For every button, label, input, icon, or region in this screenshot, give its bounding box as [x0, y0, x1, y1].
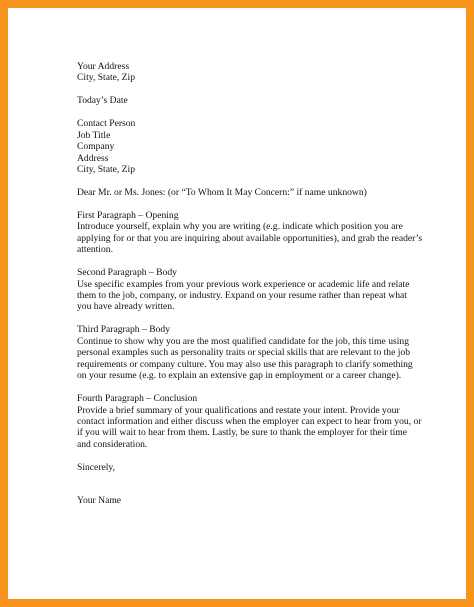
sender-address-line: City, State, Zip	[77, 72, 136, 84]
paragraph-body-1	[77, 267, 447, 313]
paragraph-opening	[77, 210, 447, 256]
cover-letter-body	[77, 61, 447, 507]
letter-page	[8, 8, 466, 599]
paragraph-body-2	[77, 324, 447, 381]
closing-text: Sincerely,	[77, 461, 116, 473]
paragraph-line: Continue to show why you are the most qualified candidate for the job, this time using	[77, 335, 409, 347]
paragraph-heading: Second Paragraph – Body	[77, 267, 177, 279]
paragraph-line: personal examples such as personality traits or special skills that are relevant to the job	[77, 347, 411, 359]
paragraph-line: if you will wait to hear from them. Lastly, be sure to thank the employer for their time	[77, 427, 408, 439]
paragraph-line: Introduce yourself, explain why you are writing (e.g. indicate which position you are	[77, 221, 403, 233]
paragraph-conclusion	[77, 393, 447, 450]
recipient-line: Company	[77, 141, 115, 153]
signature-name: Your Name	[77, 495, 122, 507]
recipient-line: Address	[77, 152, 109, 164]
paragraph-heading: Fourth Paragraph – Conclusion	[77, 393, 198, 405]
signature-space	[77, 473, 447, 495]
paragraph-line: requirements or company culture. You may also use this paragraph to clarify something	[77, 358, 413, 370]
closing	[77, 462, 447, 473]
paragraph-line: you have already written.	[77, 301, 175, 313]
sender-address	[77, 61, 447, 84]
paragraph-line: on your resume (e.g. to explain an extensive gap in employment or a career change).	[77, 370, 402, 382]
salutation-text: Dear Mr. or Ms. Jones: (or “To Whom It May Concern:” if name unknown)	[77, 187, 367, 199]
signature-block	[77, 495, 447, 506]
paragraph-line: attention.	[77, 244, 113, 256]
recipient-address	[77, 118, 447, 175]
paragraph-line: Provide a brief summary of your qualifications and restate your intent. Provide your	[77, 404, 400, 416]
paragraph-line: contact information and either discuss when the employer can expect to hear from you, or	[77, 415, 422, 427]
letter-date	[77, 95, 447, 106]
salutation	[77, 187, 447, 198]
paragraph-line: them to the job, company, or industry. Expand on your resume rather than repeat what	[77, 290, 407, 302]
paragraph-heading: Third Paragraph – Body	[77, 324, 170, 336]
recipient-line: City, State, Zip	[77, 164, 136, 176]
recipient-line: Contact Person	[77, 118, 136, 130]
paragraph-heading: First Paragraph – Opening	[77, 210, 179, 222]
recipient-line: Job Title	[77, 129, 111, 141]
date-text: Today’s Date	[77, 95, 128, 107]
paragraph-line: Use specific examples from your previous work experience or academic life and relate	[77, 278, 410, 290]
paragraph-line: applying for or that you are inquiring about available opportunities), and grab the reader’s	[77, 232, 423, 244]
paragraph-line: and consideration.	[77, 438, 148, 450]
sender-address-line: Your Address	[77, 61, 130, 72]
